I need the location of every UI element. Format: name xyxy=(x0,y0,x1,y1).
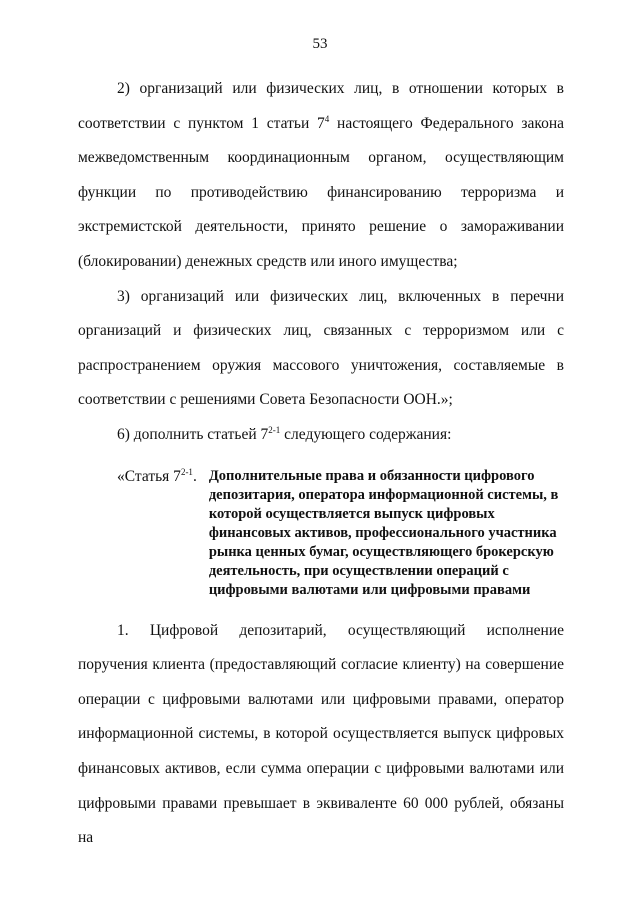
document-body xyxy=(78,72,564,856)
article-heading xyxy=(117,467,564,600)
article-title: Дополнительные права и обязанности цифрового депозитария, оператора информационной системы, в которой осуществляется выпуск цифровых финансовых активов, профессионального участника рынка ценных бумаг, осуществляющего брокерскую деятельность, при осуществлении операций с цифровыми валютами или цифровыми правами xyxy=(208,467,559,598)
article-label: «Статья 7$^{2-1}$. xyxy=(117,466,197,485)
paragraph-clause-1: 1. Цифровой депозитарий, осуществляющий исполнение поручения клиента (предоставляющий согласие клиенту) на совершение операции с цифровыми валютами или цифровыми правами, оператор информационной системы, в которой осуществляется выпуск цифровых финансовых активов, если сумма операции с цифровыми валютами или цифровыми правами превышает в эквиваленте 60 000 рублей, обязаны на xyxy=(78,621,564,847)
paragraph-item-2: 2) организаций или физических лиц, в отношении которых в соответствии с пунктом 1 статьи $7^4$ настоящего Федерального закона межведомственным координационным органом, осуществляющим функции по противодействию финансированию терроризма и экстремистской деятельности, принято решение о замораживании (блокировании) денежных средств или иного имущества; xyxy=(78,80,565,270)
page-number: 53 xyxy=(312,36,328,52)
paragraph-item-3: 3) организаций или физических лиц, включенных в перечни организаций и физических лиц, связанных с терроризмом или с распространением оружия массового уничтожения, составляемые в соответствии с решениями Совета Безопасности ООН.»; xyxy=(78,287,564,409)
paragraph-item-6: 6) дополнить статьей 7$^{2-1}$ следующего содержания: xyxy=(117,424,452,443)
